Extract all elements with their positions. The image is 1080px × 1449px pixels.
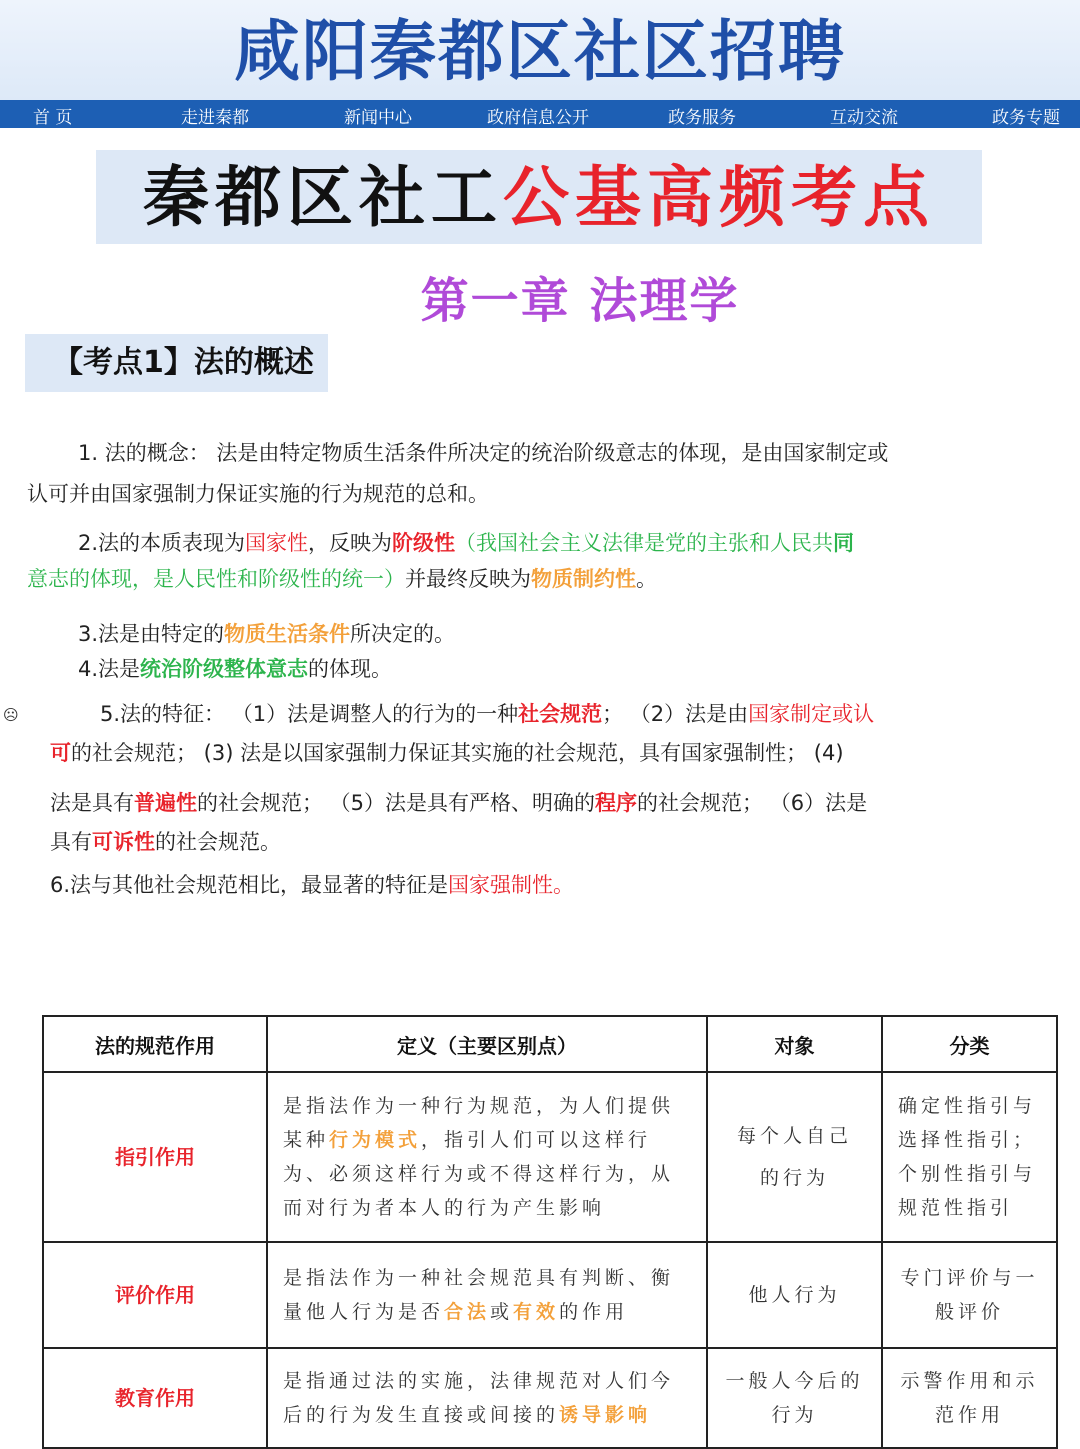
keyword: 可诉性 xyxy=(92,830,155,854)
table-header-row xyxy=(43,1016,1057,1072)
object-line: 的行为 xyxy=(759,1167,829,1189)
keyword: 国家强制性。 xyxy=(448,873,575,897)
keyword: 普遍性 xyxy=(134,791,197,815)
document-title-prefix: 秦都区社工 xyxy=(143,158,503,236)
norm-functions-table xyxy=(42,1015,1058,1449)
keyword: 物质制约性 xyxy=(531,567,636,591)
nav-item-services[interactable]: 政务服务 xyxy=(668,108,736,128)
keyword: 有效 xyxy=(513,1301,560,1323)
paragraph-6 xyxy=(50,867,574,903)
banner-title: 咸阳秦都区社区招聘 xyxy=(234,13,846,90)
keyword: 程序 xyxy=(595,791,638,815)
paragraph-4 xyxy=(78,651,392,687)
column-header: 对象 xyxy=(707,1016,882,1072)
nav-item-home[interactable]: 首 页 xyxy=(33,108,73,128)
text: 的社会规范。 xyxy=(155,830,281,854)
text: 4.法是 xyxy=(78,657,141,681)
definition-cell xyxy=(267,1242,707,1348)
keyword: 社会规范 xyxy=(518,702,603,726)
column-header: 分类 xyxy=(882,1016,1057,1072)
text: 或 xyxy=(490,1301,514,1323)
definition-cell xyxy=(267,1348,707,1448)
keyword: 国家性 xyxy=(245,531,309,555)
table-row xyxy=(43,1242,1057,1348)
keyword: 统治阶级整体意志 xyxy=(140,657,309,681)
paragraph-2-line-1 xyxy=(78,525,1058,561)
paragraph-5-line-3 xyxy=(50,785,1060,821)
row-label: 评价作用 xyxy=(43,1242,267,1348)
sad-face-icon: ☹ xyxy=(3,706,19,724)
category-cell xyxy=(882,1242,1057,1348)
category-text: 确定性指引与选择性指引；个别性指引与规范性指引 xyxy=(898,1095,1037,1219)
text: 的社会规范； （6）法是 xyxy=(637,791,868,815)
keyword: 合法 xyxy=(444,1301,491,1323)
paragraph-5-line-4 xyxy=(50,824,281,860)
text: 。 xyxy=(636,567,657,591)
text: ，指引人们可以这样行为、必须这样行为或不得这样行为，从而对行为者本人的行为产生影响 xyxy=(283,1129,675,1219)
text: 具有 xyxy=(50,830,92,854)
row-label: 指引作用 xyxy=(43,1072,267,1242)
text: ，反映为 xyxy=(308,531,393,555)
note: （我国社会主义法律是党的主张和人民共 xyxy=(455,531,834,555)
object-cell xyxy=(707,1072,882,1242)
keyword: 诱导影响 xyxy=(559,1404,652,1426)
category-text: 示警作用和示范作用 xyxy=(900,1370,1039,1426)
text: 法是具有 xyxy=(50,791,134,815)
definition-cell xyxy=(267,1072,707,1242)
text: 所决定的。 xyxy=(350,622,456,646)
text: ； （2）法是由 xyxy=(602,702,749,726)
text: 3.法是由特定的 xyxy=(78,622,225,646)
text: 的社会规范； (3) 法是以国家强制力保证其实施的社会规范，具有国家强制性； (4) xyxy=(71,741,844,765)
definition-text xyxy=(269,1257,705,1333)
paragraph-5-line-2 xyxy=(50,735,1060,771)
object-cell xyxy=(707,1242,882,1348)
table-row xyxy=(43,1072,1057,1242)
definition-text xyxy=(269,1085,705,1229)
paragraph-1-line-1: 1. 法的概念： 法是由特定物质生活条件所决定的统治阶级意志的体现，是由国家制定或 xyxy=(78,441,889,465)
text: 5.法的特征： （1）法是调整人的行为的一种 xyxy=(100,702,519,726)
text: 是指通过法的实施，法律规范对人们今后的行为发生直接或间接的 xyxy=(283,1370,675,1426)
chapter-title: 第一章 法理学 xyxy=(420,273,740,329)
document-title xyxy=(96,150,982,244)
keyword: 阶级性 xyxy=(392,531,456,555)
keyword: 行为模式 xyxy=(329,1129,422,1151)
category-cell xyxy=(882,1348,1057,1448)
nav-item-interaction[interactable]: 互动交流 xyxy=(830,108,898,128)
text: 是指法作为一种社会规范具有判断、衡量他人行为是否 xyxy=(283,1267,675,1323)
text: 的社会规范； （5）法是具有严格、明确的 xyxy=(197,791,596,815)
text: 的作用 xyxy=(559,1301,629,1323)
document-title-highlight: 公基高频考点 xyxy=(503,158,935,236)
column-header: 法的规范作用 xyxy=(43,1016,267,1072)
keyword: 物质生活条件 xyxy=(224,622,351,646)
text: 并最终反映为 xyxy=(405,567,531,591)
paragraph-2-line-2 xyxy=(27,561,1067,597)
row-label: 教育作用 xyxy=(43,1348,267,1448)
nav-bar xyxy=(0,100,1080,128)
note: 同 xyxy=(833,531,855,555)
keyword: 国家制定或认 xyxy=(748,702,875,726)
paragraph-5-line-1 xyxy=(100,696,1060,732)
object-text: 他人行为 xyxy=(748,1284,841,1306)
nav-item-news[interactable]: 新闻中心 xyxy=(344,108,412,128)
category-cell xyxy=(882,1072,1057,1242)
object-cell xyxy=(707,1348,882,1448)
section-heading: 【考点1】法的概述 xyxy=(25,334,328,392)
text: 是指法作为一种行为规范，为人们提供某种 xyxy=(283,1095,675,1151)
text: 6.法与其他社会规范相比，最显著的特征是 xyxy=(50,873,449,897)
text: 2.法的本质表现为 xyxy=(78,531,246,555)
object-text: 一般人今后的行为 xyxy=(725,1370,864,1426)
column-header: 定义（主要区别点） xyxy=(267,1016,707,1072)
keyword: 可 xyxy=(50,741,71,765)
category-text: 专门评价与一般评价 xyxy=(900,1267,1039,1323)
note: 意志的体现，是人民性和阶级性的统一） xyxy=(27,567,405,591)
banner xyxy=(0,0,1080,100)
object-line: 每个人自己 xyxy=(736,1125,852,1147)
text: 的体现。 xyxy=(308,657,393,681)
nav-item-about[interactable]: 走进秦都 xyxy=(181,108,249,128)
paragraph-3 xyxy=(78,616,455,652)
nav-item-topics[interactable]: 政务专题 xyxy=(992,108,1060,128)
nav-item-gov-info[interactable]: 政府信息公开 xyxy=(487,108,589,128)
definition-text xyxy=(269,1360,705,1436)
table-row xyxy=(43,1348,1057,1448)
paragraph-1-line-2: 认可并由国家强制力保证实施的行为规范的总和。 xyxy=(27,482,489,506)
